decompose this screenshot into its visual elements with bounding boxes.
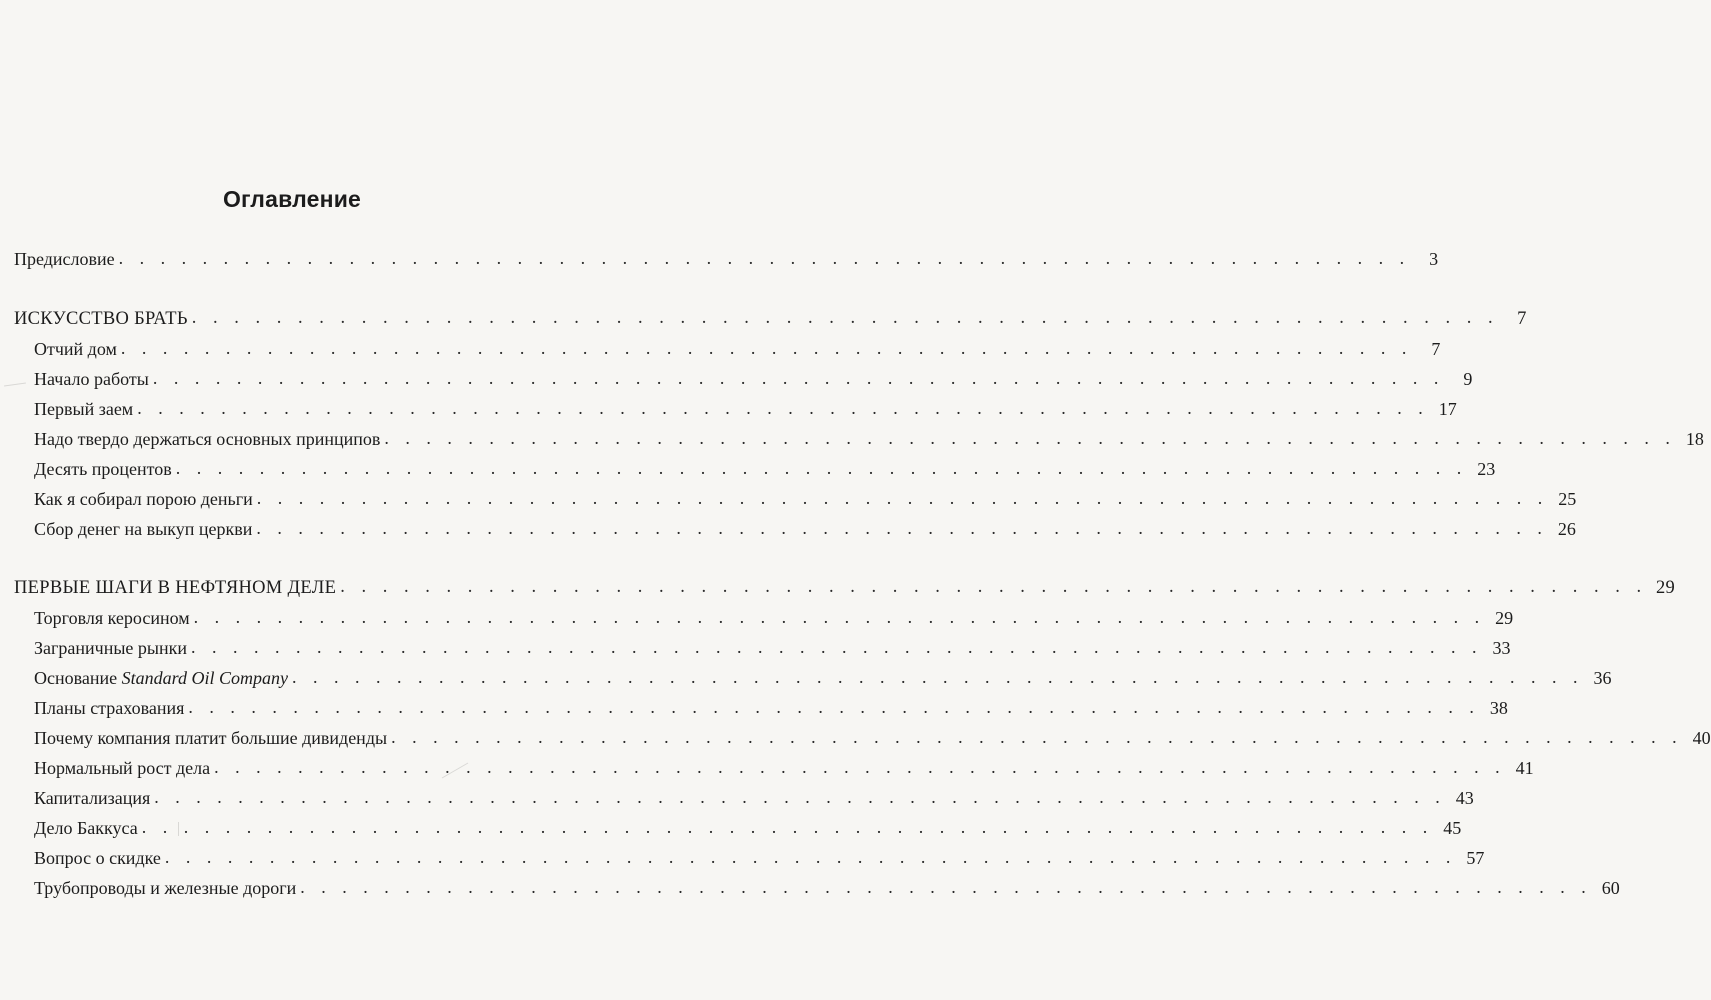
toc-entry-label-italic: Standard Oil Company — [121, 668, 288, 688]
toc-page-number: 25 — [1558, 489, 1577, 509]
toc-entry[interactable] — [34, 426, 1704, 452]
toc-entry[interactable] — [34, 725, 1711, 751]
toc-entry-label: Планы страхования — [34, 698, 185, 718]
dot-leader: . . . . . . . . . . . . . . . . . . . . . . . . . . . . . . . . . . . . . . . . . . . . . . . . . . . . . . . . . . . . . . — [120, 338, 1413, 358]
toc-page-number: 40 — [1692, 728, 1711, 748]
toc-page-number: 60 — [1601, 878, 1620, 898]
toc-entry[interactable] — [34, 845, 1485, 871]
dot-leader: . . . . . . . . . . . . . . . . . . . . . . . . . . . . . . . . . . . . . . . . . . . . . . . . . . . . . . . . . . . . . . — [300, 877, 1592, 897]
toc-entry[interactable] — [34, 635, 1511, 661]
toc-entry-label: Предисловие — [14, 249, 115, 269]
toc-page-number: 3 — [1429, 249, 1439, 269]
dot-leader: . . . . . . . . . . . . . . . . . . . . . . . . . . . . . . . . . . . . . . . . . . . . . . . . . . . . . . . . . . . . . . — [256, 488, 1549, 508]
toc-entry[interactable] — [34, 785, 1474, 811]
toc-entry-label: Торговля керосином — [34, 608, 190, 628]
dot-leader: . . . . . . . . . . . . . . . . . . . . . . . . . . . . . . . . . . . . . . . . . . . . . . . . . . . . . . . . . . . . . . — [256, 518, 1548, 538]
toc-entry[interactable] — [34, 815, 1462, 841]
toc-page-number: 17 — [1438, 399, 1457, 419]
toc-entry[interactable] — [14, 575, 1676, 601]
toc-entry-label: Вопрос о скидке — [34, 848, 161, 868]
dot-leader: . . . . . . . . . . . . . . . . . . . . . . . . . . . . . . . . . . . . . . . . . . . . . . . . . . . . . . . . . . . . . . — [391, 727, 1683, 747]
dot-leader: . . . . . . . . . . . . . . . . . . . . . . . . . . . . . . . . . . . . . . . . . . . . . . . . . . . . . . . . . . . . . . — [340, 577, 1648, 597]
toc-entry-label: Надо твердо держаться основных принципов — [34, 429, 381, 449]
toc-page-number: 7 — [1431, 339, 1441, 359]
toc-title: Оглавление — [222, 186, 362, 212]
dot-leader: . . . . . . . . . . . . . . . . . . . . . . . . . . . . . . . . . . . . . . . . . . . . . . . . . . . . . . . . . . . . . . — [214, 757, 1506, 777]
dot-leader: . . . . . . . . . . . . . . . . . . . . . . . . . . . . . . . . . . . . . . . . . . . . . . . . . . . . . . . . . . . . . . — [141, 817, 1434, 837]
toc-entry[interactable] — [34, 665, 1612, 691]
toc-page-number: 41 — [1515, 758, 1534, 778]
toc-page-number: 38 — [1489, 698, 1508, 718]
toc-page-number: 45 — [1443, 818, 1462, 838]
toc-entry[interactable] — [34, 486, 1577, 512]
dot-leader: . . . . . . . . . . . . . . . . . . . . . . . . . . . . . . . . . . . . . . . . . . . . . . . . . . . . . . . . . . . . . . — [291, 667, 1584, 687]
toc-entry[interactable] — [34, 396, 1457, 422]
toc-entry[interactable] — [34, 456, 1496, 482]
dot-leader: . . . . . . . . . . . . . . . . . . . . . . . . . . . . . . . . . . . . . . . . . . . . . . . . . . . . . . . . . . . . . . — [152, 368, 1445, 388]
toc-entry[interactable] — [34, 605, 1514, 631]
toc-page-number: 23 — [1477, 459, 1496, 479]
toc-entry[interactable] — [34, 875, 1620, 901]
dot-leader: . . . . . . . . . . . . . . . . . . . . . . . . . . . . . . . . . . . . . . . . . . . . . . . . . . . . . . . . . . . . . . — [193, 607, 1486, 627]
toc-entry[interactable] — [34, 366, 1473, 392]
toc-page-number: 7 — [1517, 309, 1527, 329]
toc-page-number: 33 — [1492, 638, 1511, 658]
toc-entry-label: ИСКУССТВО БРАТЬ — [14, 309, 188, 329]
toc-page-number: 9 — [1463, 369, 1473, 389]
toc-entry-label: Трубопроводы и железные дороги — [34, 878, 297, 898]
dot-leader: . . . . . . . . . . . . . . . . . . . . . . . . . . . . . . . . . . . . . . . . . . . . . . . . . . . . . . . . . . . . . . — [118, 248, 1411, 268]
dot-leader: . . . . . . . . . . . . . . . . . . . . . . . . . . . . . . . . . . . . . . . . . . . . . . . . . . . . . . . . . . . . . . — [137, 398, 1429, 418]
toc-entry-label: ПЕРВЫЕ ШАГИ В НЕФТЯНОМ ДЕЛЕ — [14, 578, 337, 598]
toc-entry[interactable] — [34, 695, 1508, 721]
toc-page-number: 36 — [1593, 668, 1612, 688]
toc-entry-label: Дело Баккуса — [34, 818, 138, 838]
toc-entry-label-plain: Основание — [34, 668, 122, 688]
toc-entry[interactable] — [34, 516, 1576, 542]
toc-entry-label: Десять процентов — [34, 459, 172, 479]
dot-leader: . . . . . . . . . . . . . . . . . . . . . . . . . . . . . . . . . . . . . . . . . . . . . . . . . . . . . . . . . . . . . . — [154, 787, 1446, 807]
toc-page-number: 26 — [1557, 519, 1576, 539]
toc-entry-label — [34, 665, 292, 691]
toc-entry[interactable] — [34, 755, 1534, 781]
dot-leader: . . . . . . . . . . . . . . . . . . . . . . . . . . . . . . . . . . . . . . . . . . . . . . . . . . . . . . . . . . . . . . — [164, 847, 1457, 867]
dot-leader: . . . . . . . . . . . . . . . . . . . . . . . . . . . . . . . . . . . . . . . . . . . . . . . . . . . . . . . . . . . . . . — [188, 697, 1480, 717]
toc-page-number: 29 — [1495, 608, 1514, 628]
toc-entry-label: Отчий дом — [34, 339, 117, 359]
toc-entry-label: Заграничные рынки — [34, 638, 188, 658]
toc-entry-label: Нормальный рост дела — [34, 758, 211, 778]
scan-mark — [178, 822, 179, 836]
toc-entry[interactable] — [14, 306, 1527, 332]
toc-page-number: 18 — [1685, 429, 1704, 449]
toc-page-number: 57 — [1466, 848, 1485, 868]
toc-entry-label: Как я собирал порою деньги — [34, 489, 253, 509]
toc-entry[interactable] — [34, 336, 1441, 362]
toc-entry-label: Начало работы — [34, 369, 149, 389]
toc-entry-label: Почему компания платит большие дивиденды — [34, 728, 388, 748]
toc-entry-label: Сбор денег на выкуп церкви — [34, 519, 253, 539]
dot-leader: . . . . . . . . . . . . . . . . . . . . . . . . . . . . . . . . . . . . . . . . . . . . . . . . . . . . . . . . . . . . . . — [384, 428, 1676, 448]
dot-leader: . . . . . . . . . . . . . . . . . . . . . . . . . . . . . . . . . . . . . . . . . . . . . . . . . . . . . . . . . . . . . . — [175, 458, 1468, 478]
toc-page-number: 43 — [1455, 788, 1474, 808]
toc-entry-label: Капитализация — [34, 788, 151, 808]
toc-entry[interactable] — [14, 246, 1439, 272]
dot-leader: . . . . . . . . . . . . . . . . . . . . . . . . . . . . . . . . . . . . . . . . . . . . . . . . . . . . . . . . . . . . . . — [191, 637, 1483, 657]
dot-leader: . . . . . . . . . . . . . . . . . . . . . . . . . . . . . . . . . . . . . . . . . . . . . . . . . . . . . . . . . . . . . . — [191, 308, 1499, 328]
toc-page-number: 29 — [1655, 578, 1676, 598]
toc-entry-label: Первый заем — [34, 399, 134, 419]
